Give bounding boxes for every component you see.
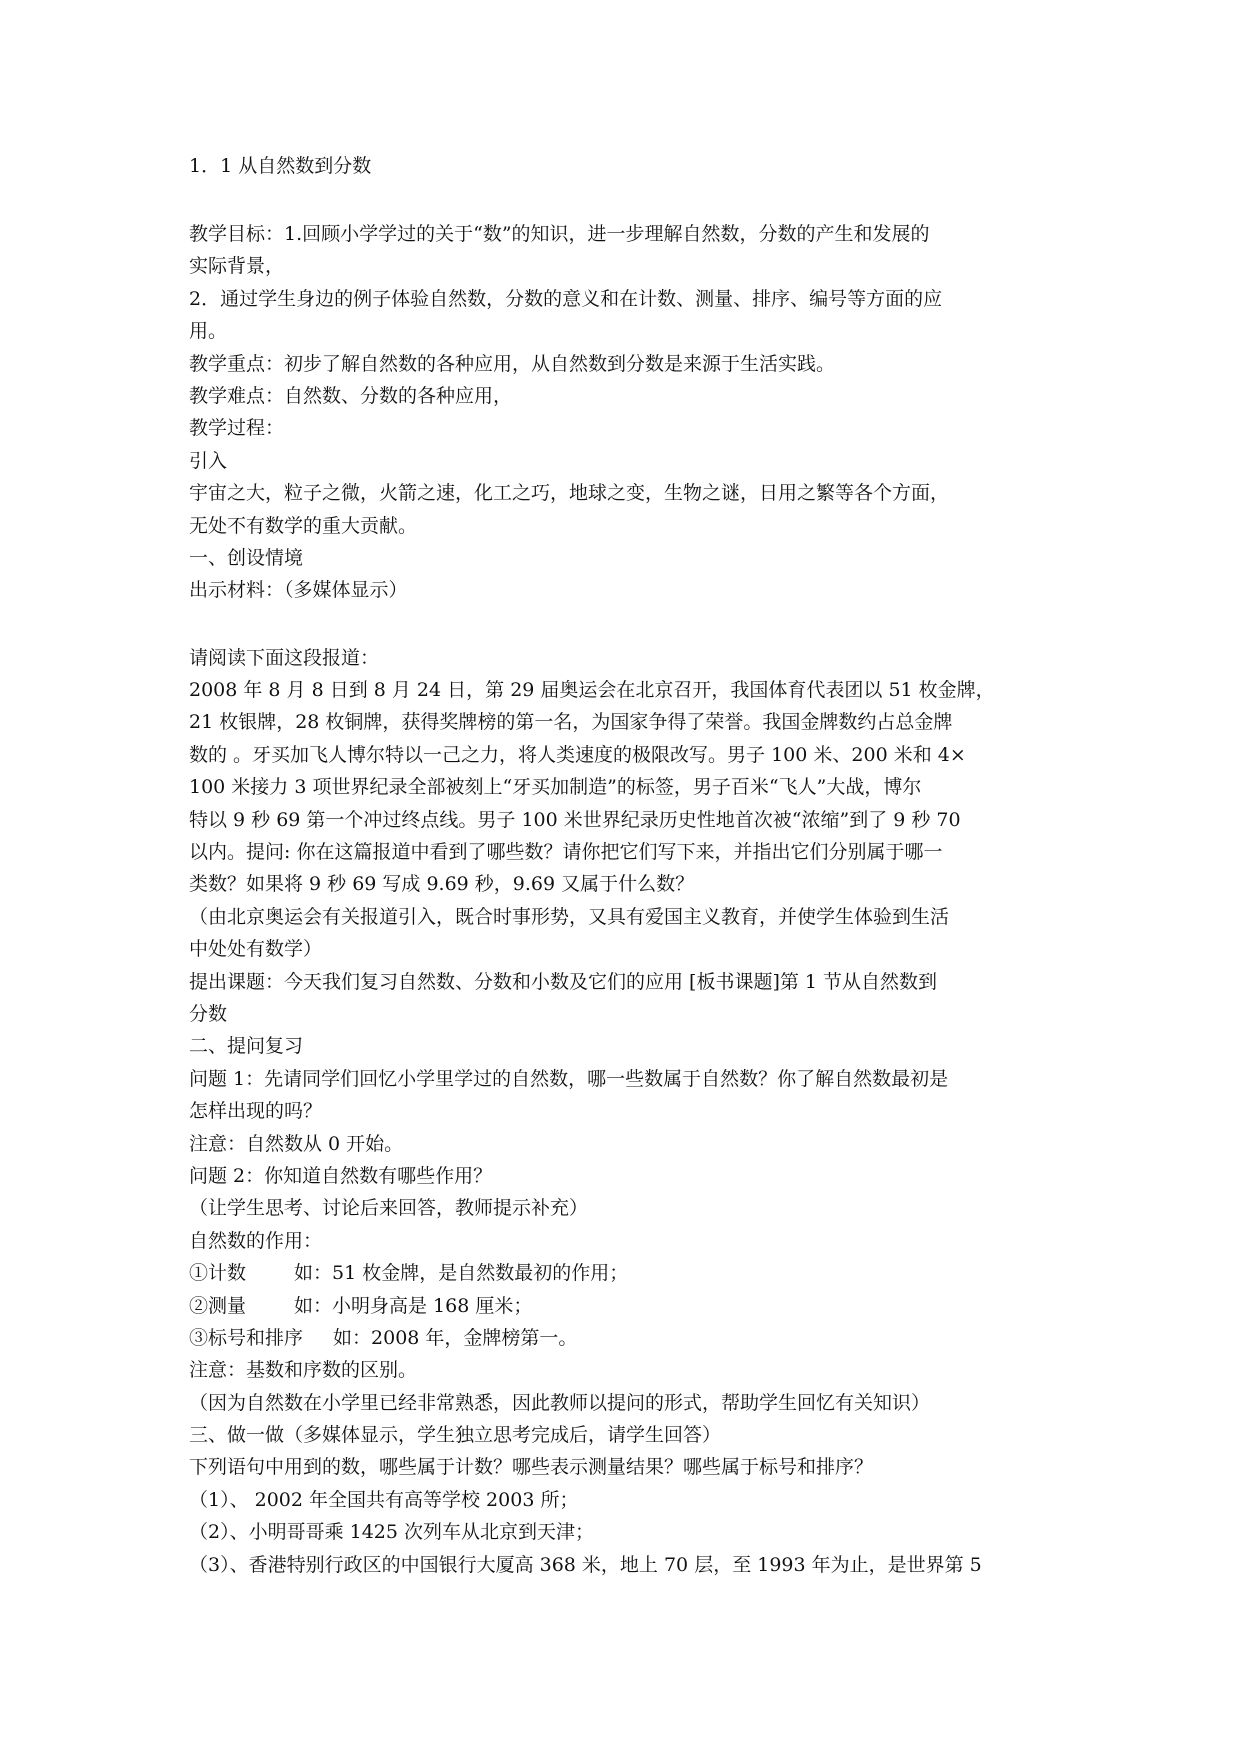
text-line: 2．通过学生身边的例子体验自然数，分数的意义和在计数、测量、排序、编号等方面的应 xyxy=(189,287,943,310)
text-line: 教学过程： xyxy=(189,417,285,440)
text-line: 100 米接力 3 项世界纪录全部被刻上“牙买加制造”的标签，男子百米“飞人”大战，博尔 xyxy=(189,776,922,799)
text-line: （由北京奥运会有关报道引入，既合时事形势，又具有爱国主义教育，并使学生体验到生活 xyxy=(189,905,950,928)
text-line: 引入 xyxy=(189,449,228,472)
text-line: （因为自然数在小学里已经非常熟悉，因此教师以提问的形式，帮助学生回忆有关知识） xyxy=(189,1391,931,1414)
text-line: 2008 年 8 月 8 日到 8 月 24 日，第 29 届奥运会在北京召开，我国体育代表团以 51 枚金牌， xyxy=(189,679,995,702)
text-line: 中处处有数学） xyxy=(189,938,323,961)
text-line: 教学难点：自然数、分数的各种应用， xyxy=(189,384,513,407)
report-and-review-block xyxy=(189,642,1069,1257)
text-line: 教学重点：初步了解自然数的各种应用，从自然数到分数是来源于生活实践。 xyxy=(189,352,836,375)
text-line: （1）、 2002 年全国共有高等学校 2003 所； xyxy=(189,1488,579,1511)
use-example: 如：小明身高是 168 厘米； xyxy=(294,1294,533,1317)
use-name: ①计数 xyxy=(189,1262,247,1285)
text-line: 问题 1：先请同学们回忆小学里学过的自然数，哪一些数属于自然数？你了解自然数最初是 xyxy=(189,1067,949,1090)
text-line: 分数 xyxy=(189,1002,228,1025)
use-item xyxy=(189,1257,1069,1289)
text-line: 21 枚银牌，28 枚铜牌，获得奖牌榜的第一名，为国家争得了荣誉。我国金牌数约占总金牌 xyxy=(189,711,953,734)
use-item xyxy=(189,1322,1069,1354)
text-line: 请阅读下面这段报道： xyxy=(189,646,380,669)
section-title: 1．1 从自然数到分数 xyxy=(189,155,372,177)
text-line: 自然数的作用： xyxy=(189,1229,323,1252)
text-line: （3）、香港特别行政区的中国银行大厦高 368 米，地上 70 层，至 1993 年为止，是世界第 5 xyxy=(189,1553,982,1576)
text-line: 教学目标：1.回顾小学学过的关于“数”的知识，进一步理解自然数，分数的产生和发展的 xyxy=(189,223,930,245)
text-line: 实际背景， xyxy=(189,255,285,278)
text-line: 注意：基数和序数的区别。 xyxy=(189,1359,418,1382)
practice-block xyxy=(189,1354,1069,1581)
text-line: 宇宙之大，粒子之微，火箭之速，化工之巧，地球之变，生物之谜，日用之繁等各个方面， xyxy=(189,482,950,505)
text-line: 数的 。牙买加飞人博尔特以一己之力，将人类速度的极限改写。男子 100 米、200 米和 4× xyxy=(189,743,966,766)
text-line: 下列语句中用到的数，哪些属于计数？哪些表示测量结果？哪些属于标号和排序？ xyxy=(189,1456,874,1479)
text-line: 三、做一做（多媒体显示，学生独立思考完成后，请学生回答） xyxy=(189,1424,722,1447)
text-line: 类数？如果将 9 秒 69 写成 9.69 秒，9.69 又属于什么数？ xyxy=(189,873,695,896)
lesson-objectives-block xyxy=(189,218,1069,607)
text-line: 出示材料：（多媒体显示） xyxy=(189,579,408,602)
text-line: 怎样出现的吗？ xyxy=(189,1100,323,1123)
text-line: 提出课题：今天我们复习自然数、分数和小数及它们的应用 [板书课题]第 1 节从自然数到 xyxy=(189,970,938,993)
use-item xyxy=(189,1290,1069,1322)
text-line: 一、创设情境 xyxy=(189,546,304,569)
text-line: 特以 9 秒 69 第一个冲过终点线。男子 100 米世界纪录历史性地首次被“浓缩”到了 9 秒 70 xyxy=(189,808,961,831)
use-name: ③标号和排序 xyxy=(189,1326,304,1349)
text-line: （2）、小明哥哥乘 1425 次列车从北京到天津； xyxy=(189,1521,595,1544)
text-line: 注意：自然数从 0 开始。 xyxy=(189,1132,404,1155)
use-name: ②测量 xyxy=(189,1294,247,1317)
use-example: 如：2008 年，金牌榜第一。 xyxy=(333,1326,578,1349)
paragraph-gap xyxy=(189,607,1069,642)
text-line: 问题 2：你知道自然数有哪些作用？ xyxy=(189,1164,493,1187)
document-body xyxy=(189,218,1069,1581)
text-line: 无处不有数学的重大贡献。 xyxy=(189,514,418,537)
text-line: 用。 xyxy=(189,320,228,343)
text-line: 二、提问复习 xyxy=(189,1035,304,1058)
use-example: 如：51 枚金牌，是自然数最初的作用； xyxy=(294,1262,629,1285)
text-line: （让学生思考、讨论后来回答，教师提示补充） xyxy=(189,1197,589,1220)
text-line: 以内。提问: 你在这篇报道中看到了哪些数？请你把它们写下来，并指出它们分别属于哪一 xyxy=(189,841,943,864)
natural-number-uses-list xyxy=(189,1257,1069,1354)
